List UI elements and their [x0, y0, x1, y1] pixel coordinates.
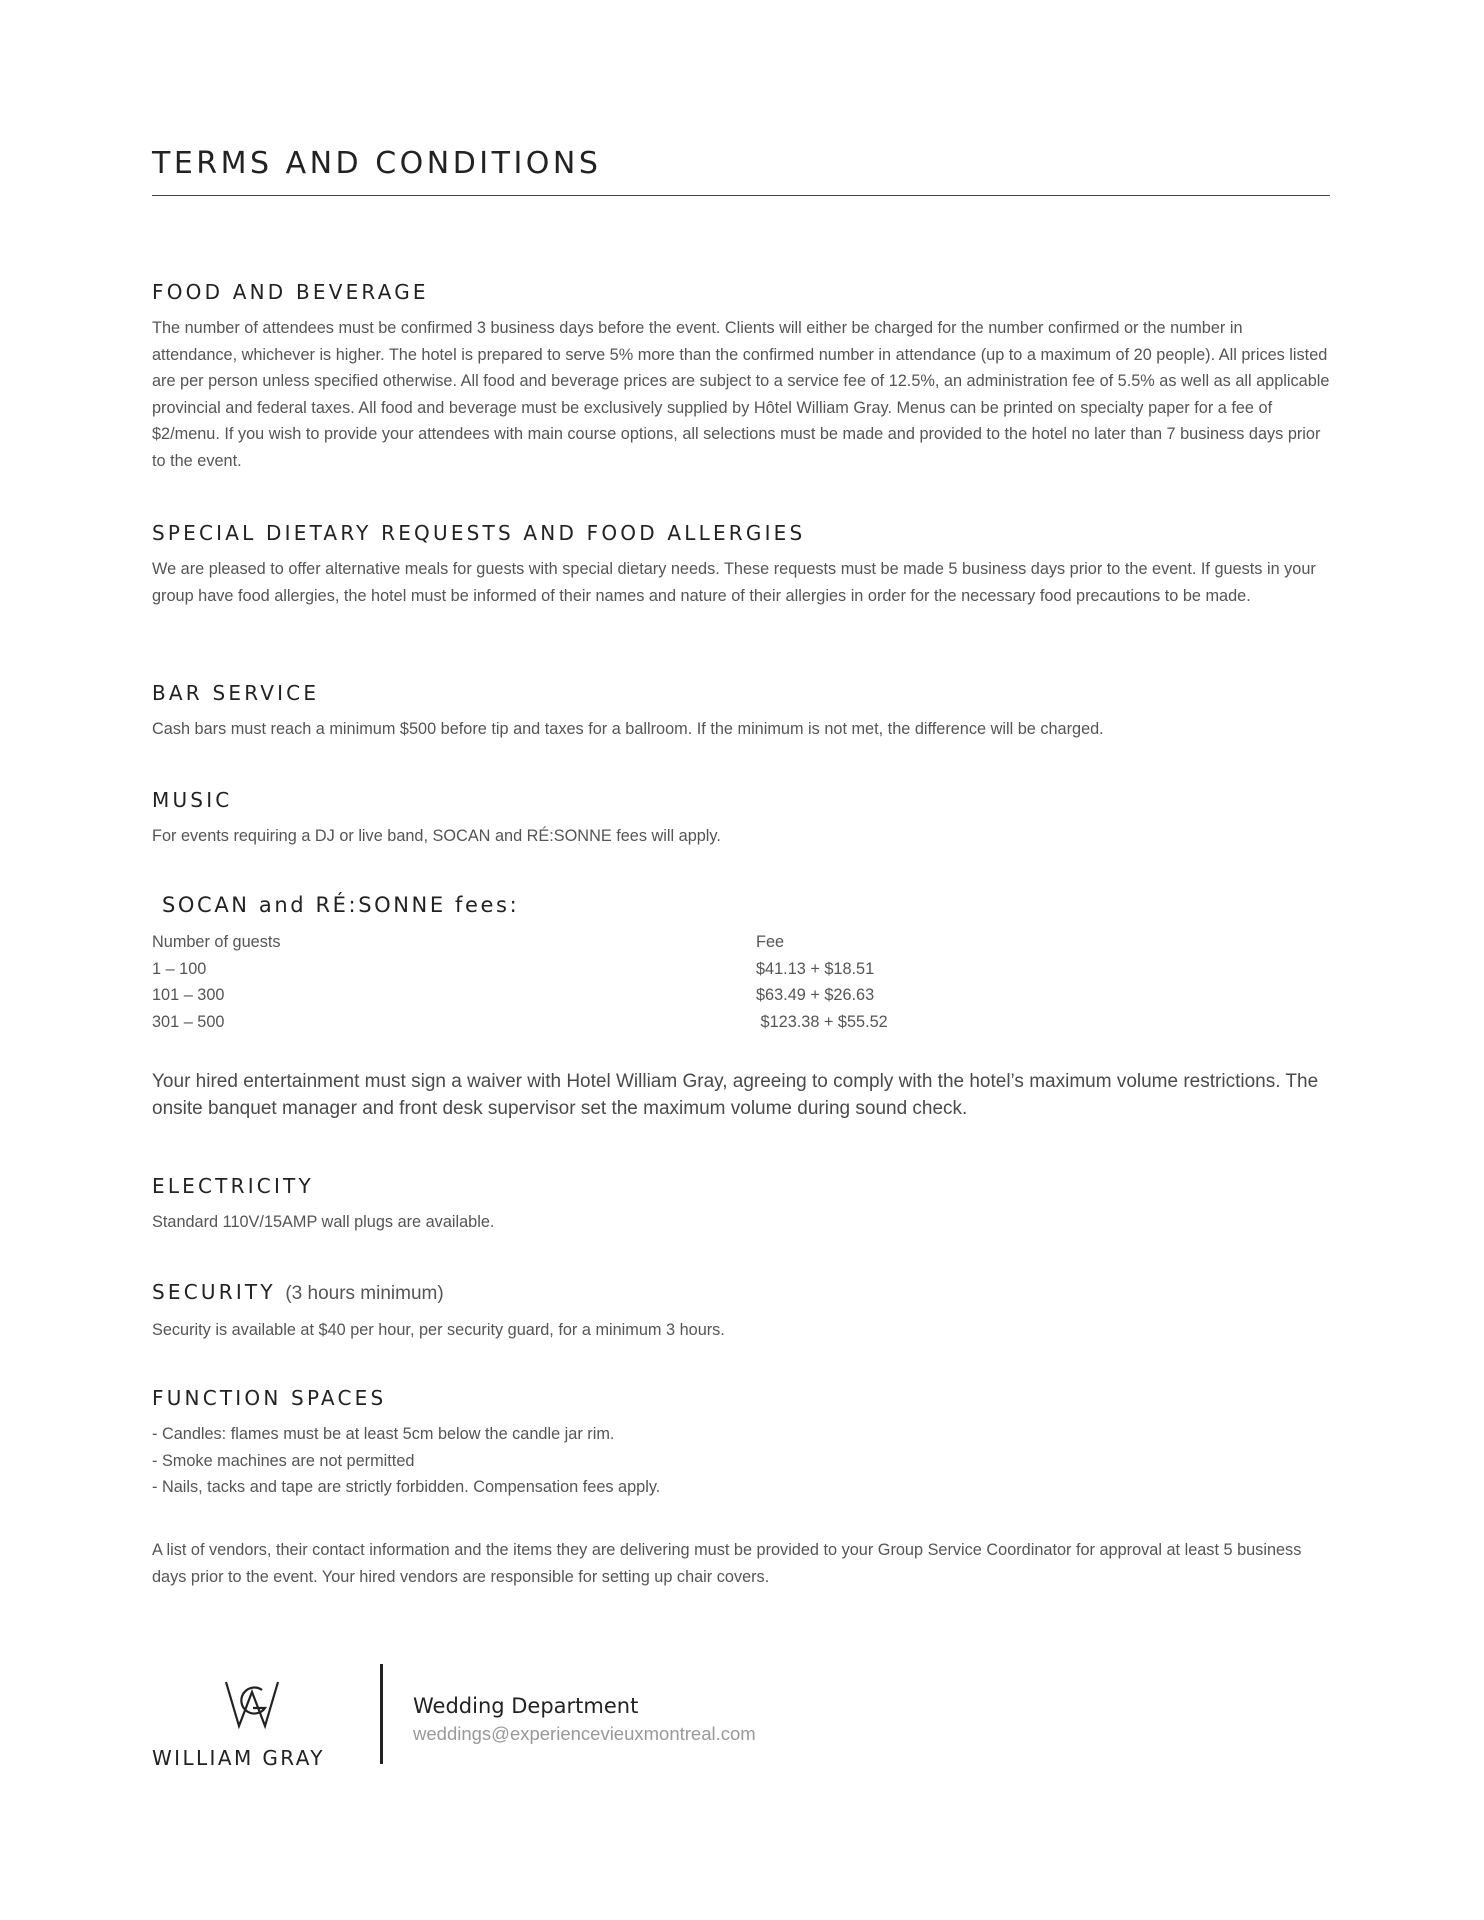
footer [152, 1664, 1330, 1770]
table-header-row [152, 929, 888, 956]
section-security [152, 1279, 1330, 1344]
section-heading: ELECTRICITY [152, 1174, 314, 1198]
section-body: We are pleased to offer alternative meals for guests with special dietary needs. These requests must be made 5 business days prior to the event. If guests in your group have food allergies, the hotel must be informed of their names and nature of their allergies in order for the necessary food precautions to be made. [152, 560, 1316, 605]
section-body: Security is available at $40 per hour, per security guard, for a minimum 3 hours. [152, 1321, 725, 1339]
section-waiver [152, 1069, 1330, 1122]
fee-cell: $41.13 + $18.51 [756, 959, 875, 978]
section-music [152, 787, 1330, 850]
column-header-fee: Fee [756, 933, 785, 951]
logo-wordmark: WILLIAM GRAY [152, 1746, 325, 1770]
table-row [152, 1009, 888, 1036]
list-item: - Candles: flames must be at least 5cm below the candle jar rim. [152, 1425, 615, 1443]
rules-list [152, 1421, 1330, 1501]
footer-divider [380, 1664, 383, 1764]
section-body: The number of attendees must be confirmed 3 business days before the event. Clients will either be charged for the number confirmed or the number in attendance, whichever is higher. The hotel is prepared to serve 5% more than the confirmed number in attendance (up to a maximum of 20 people). All prices listed are per person unless specified otherwise. All food and beverage prices are subject to a service fee of 12.5%, an administration fee of 5.5% as well as all applicable provincial and federal taxes. All food and beverage must be exclusively supplied by Hôtel William Gray. Menus can be printed on specialty paper for a fee of $2/menu. If you wish to provide your attendees with main course options, all selections must be made and provided to the hotel no later than 7 business days prior to the event. [152, 319, 1330, 470]
security-subheading: (3 hours minimum) [285, 1283, 444, 1304]
section-body: For events requiring a DJ or live band, SOCAN and RÉ:SONNE fees will apply. [152, 827, 721, 845]
department-name: Wedding Department [413, 1694, 639, 1718]
section-heading: FUNCTION SPACES [152, 1386, 387, 1410]
list-item: - Smoke machines are not permitted [152, 1451, 415, 1470]
title-divider [152, 195, 1330, 196]
page-title: TERMS AND CONDITIONS [152, 146, 602, 181]
section-dietary [152, 520, 1330, 609]
section-heading: SPECIAL DIETARY REQUESTS AND FOOD ALLERGIES [152, 521, 806, 545]
section-heading: FOOD AND BEVERAGE [152, 280, 429, 304]
section-heading: MUSIC [152, 788, 233, 812]
william-gray-logo [152, 1678, 352, 1770]
table-row [152, 956, 888, 983]
contact-email[interactable]: weddings@experiencevieuxmontreal.com [413, 1723, 756, 1744]
section-heading: BAR SERVICE [152, 681, 320, 705]
guests-cell: 101 – 300 [152, 986, 225, 1005]
fee-cell: $123.38 + $55.52 [756, 1012, 888, 1031]
column-header-guests: Number of guests [152, 933, 281, 951]
guests-cell: 301 – 500 [152, 1012, 225, 1031]
section-body: Standard 110V/15AMP wall plugs are available. [152, 1213, 495, 1231]
wg-monogram-icon [222, 1678, 282, 1730]
section-body: Cash bars must reach a minimum $500 before tip and taxes for a ballroom. If the minimum is not met, the difference will be charged. [152, 720, 1104, 738]
section-food-beverage [152, 279, 1330, 475]
socan-title: SOCAN and RÉ:SONNE fees: [162, 893, 520, 917]
section-function-spaces [152, 1385, 1330, 1501]
guests-cell: 1 – 100 [152, 959, 207, 978]
waiver-text: Your hired entertainment must sign a waiver with Hotel William Gray, agreeing to comply with the hotel’s maximum volume restrictions. The onsite banquet manager and front desk supervisor set the maximum volume during sound check. [152, 1071, 1319, 1119]
section-bar-service [152, 680, 1330, 743]
section-heading [152, 1279, 1330, 1307]
security-heading-text: SECURITY [152, 1280, 276, 1304]
table-row [152, 982, 888, 1009]
section-socan-fees [152, 891, 1330, 1035]
vendors-text: A list of vendors, their contact information and the items they are delivering must be provided to your Group Service Coordinator for approval at least 5 business days prior to the event. Your hired vendors are responsible for setting up chair covers. [152, 1541, 1302, 1586]
section-electricity [152, 1173, 1330, 1236]
section-vendors [152, 1537, 1330, 1590]
fee-table [152, 929, 888, 1035]
fee-cell: $63.49 + $26.63 [756, 986, 875, 1005]
list-item: - Nails, tacks and tape are strictly forbidden. Compensation fees apply. [152, 1478, 661, 1497]
